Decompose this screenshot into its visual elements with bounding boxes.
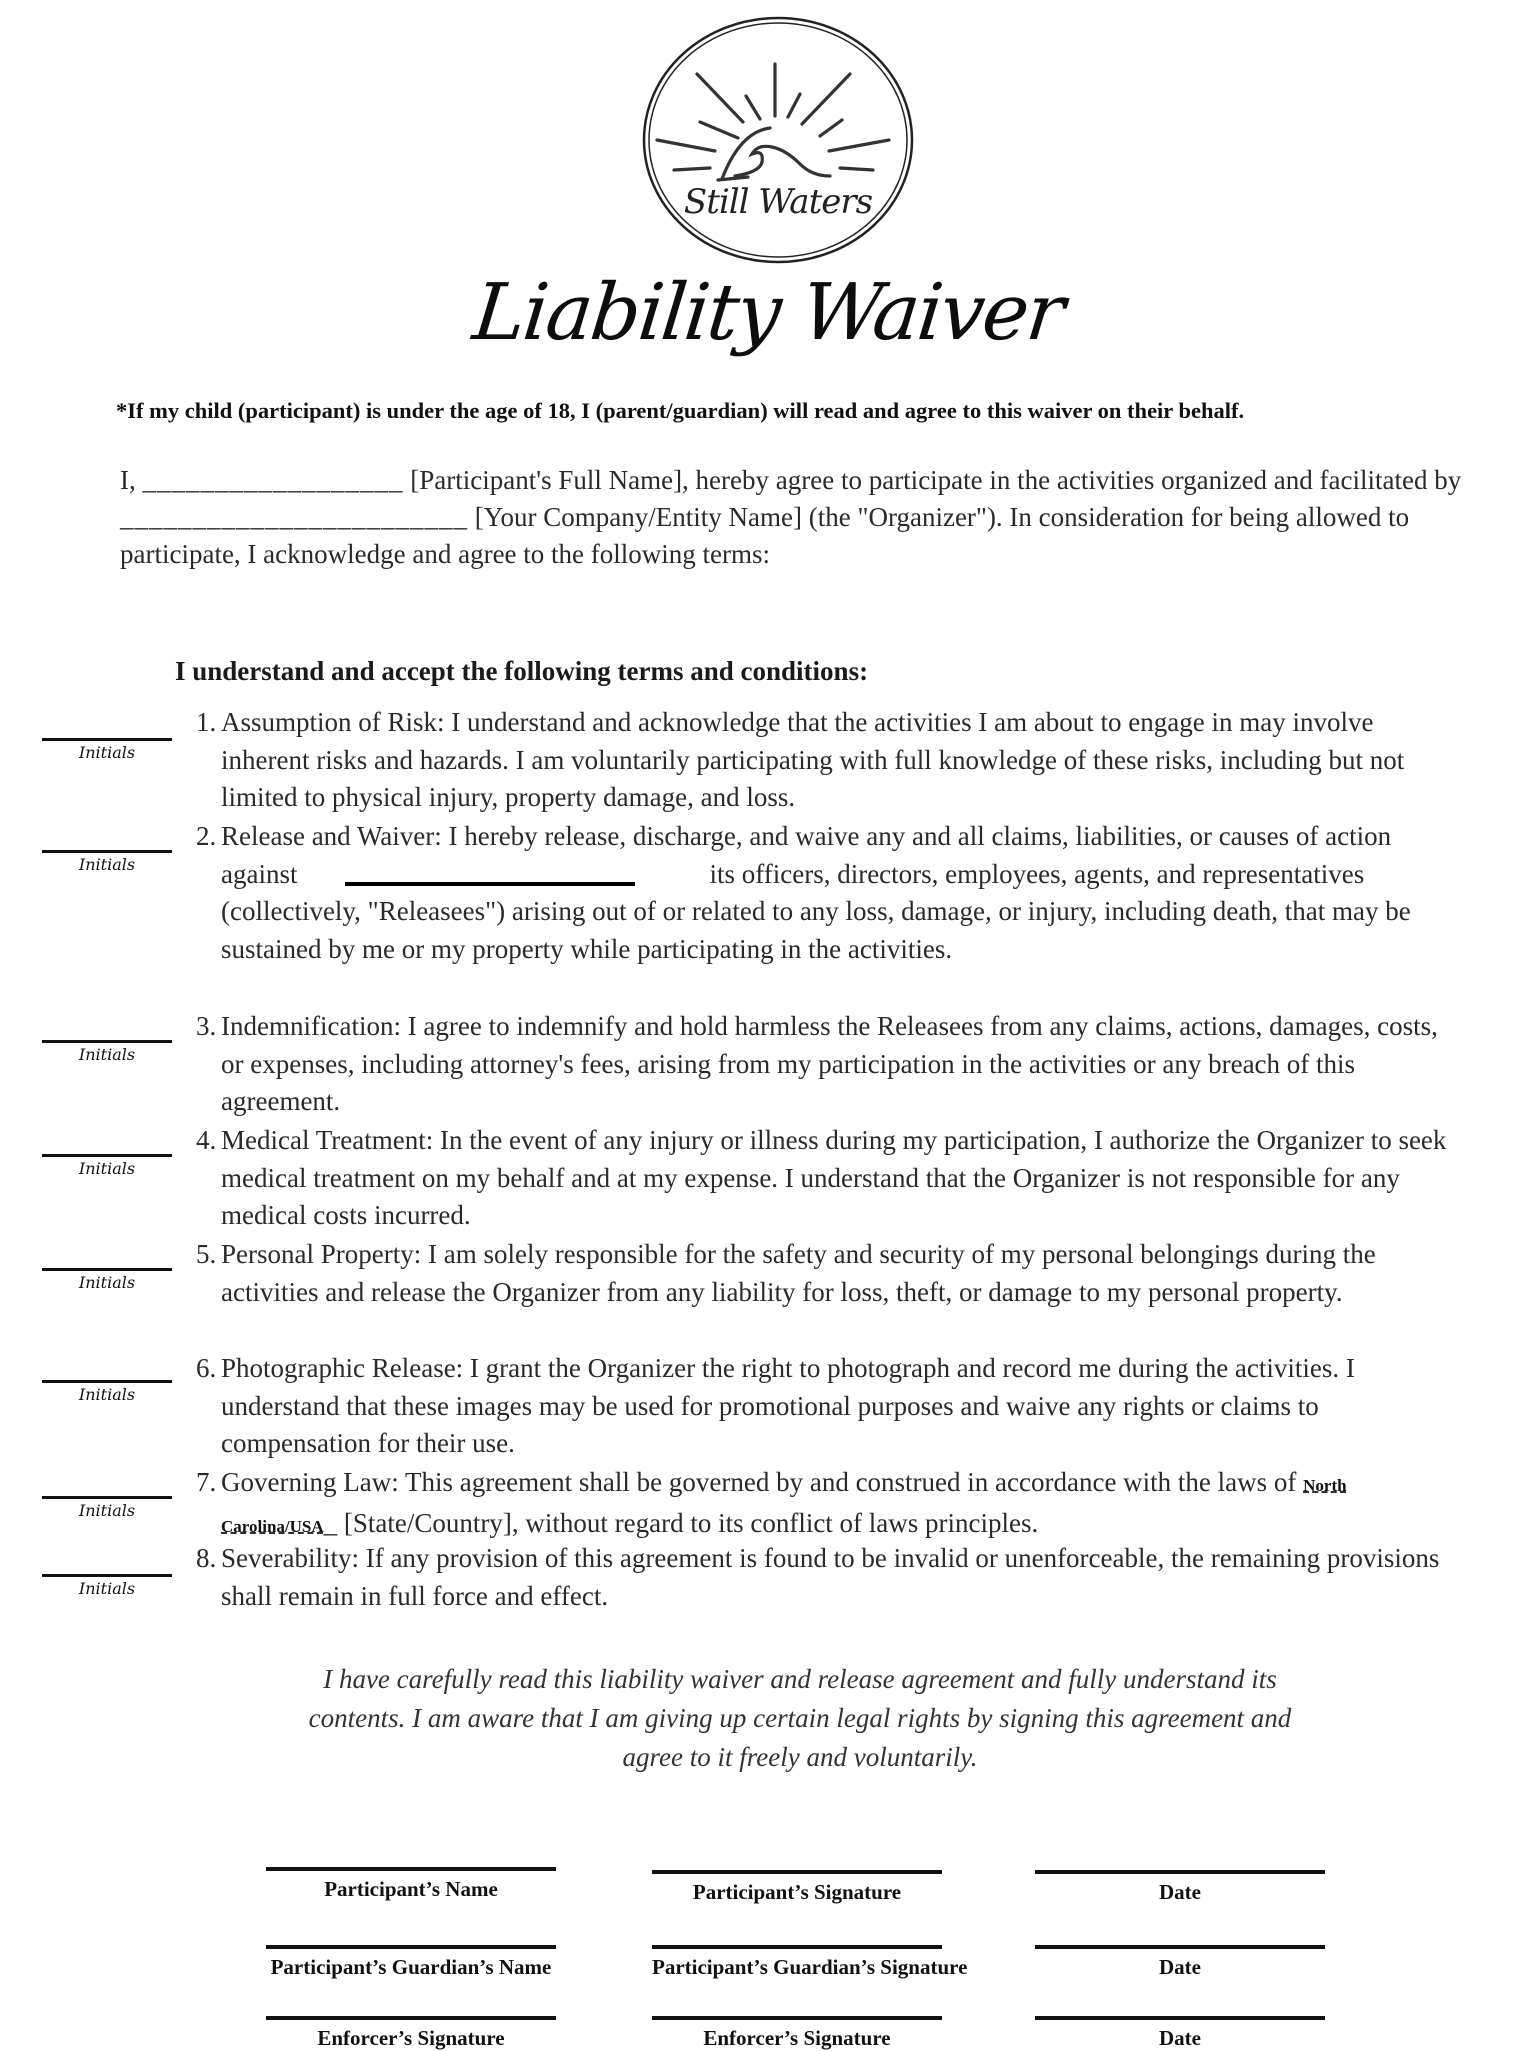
term-text-before: Governing Law: This agreement shall be governed by and construed in accordance with the laws of (221, 1467, 1304, 1497)
intro-text: I, (120, 465, 143, 495)
term-text: Assumption of Risk: I understand and acknowledge that the activities I am about to engage in may involve inherent risks and hazards. I am voluntarily participating with full knowledge of these risks, including but not limited to physical injury, property damage, and loss. (221, 707, 1405, 812)
signature-line (266, 1945, 556, 1949)
intro-text: [Participant's Full Name], hereby agree to participate in the activities organized and facilitated by (403, 465, 1462, 495)
initials-label: Initials (78, 1385, 136, 1404)
company-name-field[interactable]: ________________________ (120, 502, 468, 532)
guardian-date-line[interactable] (1035, 1945, 1325, 1980)
initials-line (42, 738, 172, 741)
terms-heading: I understand and accept the following terms and conditions: (175, 656, 869, 686)
signature-line (266, 1867, 556, 1871)
initials-line (42, 850, 172, 853)
term-number: 6. (196, 1353, 217, 1383)
signature-line (1035, 2016, 1325, 2020)
signature-label: Participant’s Guardian’s Signature (652, 1955, 968, 1979)
initials-field[interactable] (42, 1154, 172, 1178)
term-text-after: its officers, directors, employees, agents, and representatives (collectively, "Releasees") arising out of or related to any loss, damage, or injury, including death, that may be sustained by me or my property while participating in the activities. (221, 858, 1411, 964)
enforcer-signature-line-2[interactable] (652, 2016, 942, 2051)
enforcer-date-line[interactable] (1035, 2016, 1325, 2051)
initials-label: Initials (78, 1273, 136, 1292)
participant-name-field[interactable]: __________________ (142, 465, 404, 495)
signature-line (1035, 1945, 1325, 1949)
signature-label: Date (1159, 1880, 1201, 1904)
initials-line (42, 1040, 172, 1043)
term-number: 2. (196, 821, 217, 851)
term-text: Indemnification: I agree to indemnify and hold harmless the Releasees from any claims, actions, damages, costs, or expenses, including attorney's fees, arising from my participation in the activities or any breach of this agreement. (221, 1011, 1438, 1116)
guardian-name-line[interactable] (266, 1945, 556, 1980)
term-text (221, 1464, 1466, 1545)
initials-line (42, 1380, 172, 1383)
initials-line (42, 1496, 172, 1499)
releasee-name-field[interactable] (345, 882, 635, 886)
initials-field[interactable] (42, 1040, 172, 1064)
term-text: Severability: If any provision of this agreement is found to be invalid or unenforceable, the remaining provisions shall remain in full force and effect. (221, 1543, 1440, 1611)
acknowledgment-text: I have carefully read this liability waiver and release agreement and fully understand its contents. I am aware that I am giving up certain legal rights by signing this agreement and agree to it freely and voluntarily. (308, 1664, 1292, 1772)
page-title: Liability Waiver (468, 268, 1068, 358)
initials-field[interactable] (42, 850, 172, 874)
signature-label: Enforcer’s Signature (317, 2026, 505, 2050)
initials-label: Initials (78, 1159, 136, 1178)
term-number: 4. (196, 1125, 217, 1155)
signature-label: Enforcer’s Signature (703, 2026, 891, 2050)
initials-field[interactable] (42, 1268, 172, 1292)
intro-paragraph (120, 462, 1470, 573)
governing-law-field[interactable]: North Carolina/USA (221, 1476, 1347, 1536)
signature-line (1035, 1870, 1325, 1874)
term-number: 8. (196, 1543, 217, 1573)
initials-label: Initials (78, 1045, 136, 1064)
signature-line (652, 1870, 942, 1874)
term-text (221, 818, 1466, 968)
term-number: 3. (196, 1011, 217, 1041)
signature-label: Date (1159, 2026, 1201, 2050)
initials-label: Initials (78, 743, 136, 762)
term-number: 5. (196, 1239, 217, 1269)
signature-label: Participant’s Name (324, 1877, 498, 1901)
initials-field[interactable] (42, 738, 172, 762)
intro-text: [Your Company/Entity Name] (the "Organizer"). In consideration for being allowed to participate, I acknowledge and agree to the following terms: (120, 502, 1410, 569)
term-number: 7. (196, 1467, 217, 1497)
initials-line (42, 1154, 172, 1157)
signature-label: Participant’s Guardian’s Name (270, 1955, 552, 1979)
minor-note: *If my child (participant) is under the age of 18, I (parent/guardian) will read and agree to this waiver on their behalf. (116, 398, 1245, 423)
initials-field[interactable] (42, 1380, 172, 1404)
guardian-signature-line[interactable] (652, 1945, 968, 1980)
brand-name: Still Waters (683, 182, 873, 222)
initials-field[interactable] (42, 1574, 172, 1598)
initials-label: Initials (78, 1501, 136, 1520)
signature-label: Participant’s Signature (692, 1880, 902, 1904)
initials-line (42, 1268, 172, 1271)
sun-wave-icon (640, 14, 916, 266)
signature-line (652, 2016, 942, 2020)
term-text: Personal Property: I am solely responsible for the safety and security of my personal belongings during the activities and release the Organizer from any liability for loss, theft, or damage to my personal property. (221, 1239, 1376, 1307)
participant-date-line[interactable] (1035, 1870, 1325, 1905)
term-text: Medical Treatment: In the event of any injury or illness during my participation, I authorize the Organizer to seek medical treatment on my behalf and at my expense. I understand that the Organizer is not responsible for any medical costs incurred. (221, 1125, 1447, 1230)
signature-line (266, 2016, 556, 2020)
initials-label: Initials (78, 1579, 136, 1598)
signature-line (652, 1945, 942, 1949)
enforcer-signature-line-1[interactable] (266, 2016, 556, 2051)
participant-name-line[interactable] (266, 1867, 556, 1902)
signature-label: Date (1159, 1955, 1201, 1979)
term-text: Photographic Release: I grant the Organizer the right to photograph and record me during the activities. I understand that these images may be used for promotional purposes and waive any rights or claims to compensation for their use. (221, 1353, 1355, 1458)
term-text-before: Release and Waiver: I hereby release, discharge, and waive any and all claims, liabilities, or causes of action against (221, 821, 1392, 889)
still-waters-logo (640, 14, 916, 266)
initials-label: Initials (78, 855, 136, 874)
participant-signature-line[interactable] (652, 1870, 942, 1905)
fill-suffix: _ (323, 1507, 338, 1538)
initials-line (42, 1574, 172, 1577)
term-text-after: [State/Country], without regard to its conflict of laws principles. (337, 1507, 1039, 1538)
initials-field[interactable] (42, 1496, 172, 1520)
term-number: 1. (196, 707, 217, 737)
